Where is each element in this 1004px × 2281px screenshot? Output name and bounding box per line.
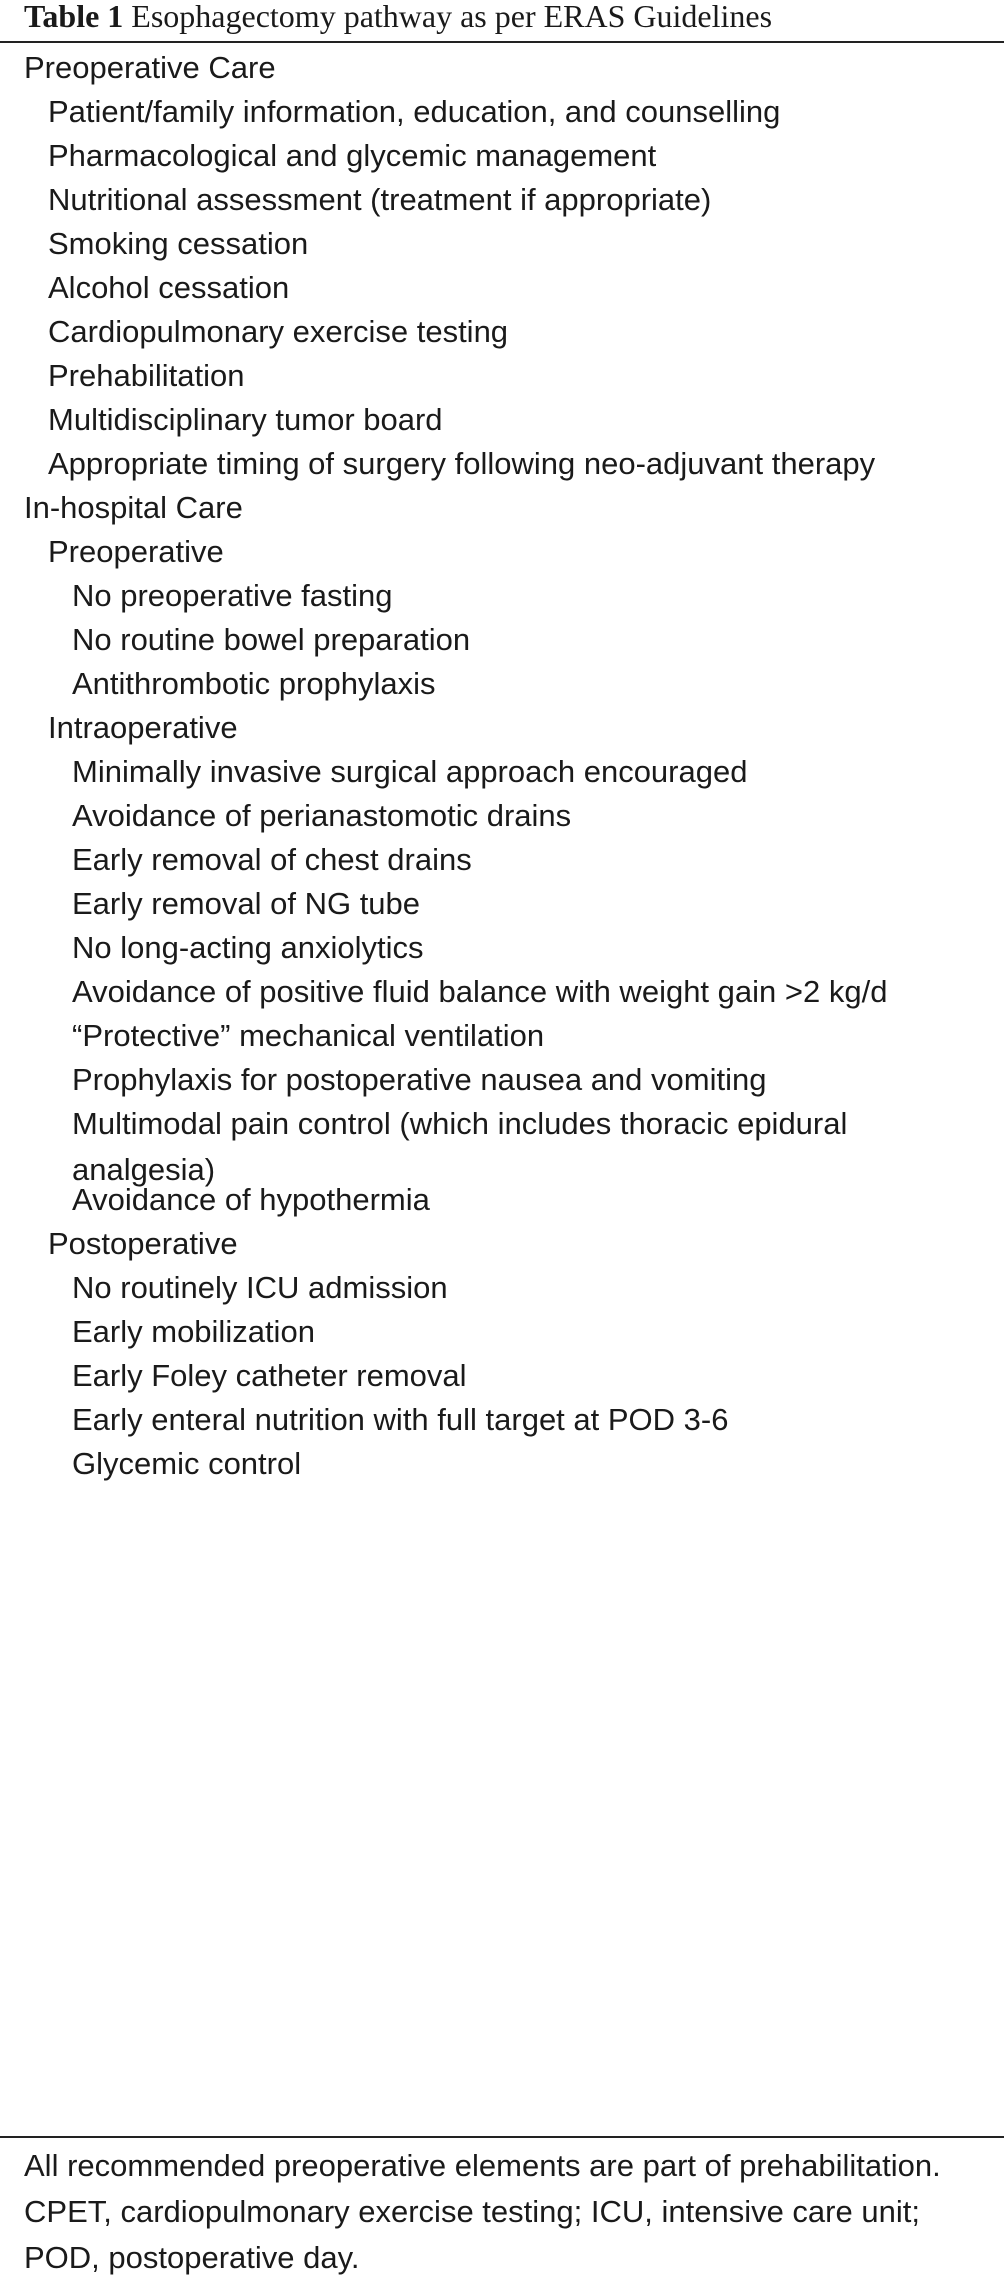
table-row: Prehabilitation bbox=[48, 358, 245, 393]
table-row: Nutritional assessment (treatment if appropriate) bbox=[48, 182, 712, 217]
subsection-heading-intraoperative: Intraoperative bbox=[48, 710, 238, 745]
table-row: Multidisciplinary tumor board bbox=[48, 402, 443, 437]
table-row: Early Foley catheter removal bbox=[72, 1358, 467, 1393]
table-row: Patient/family information, education, and counselling bbox=[48, 94, 781, 129]
table-footnote: All recommended preoperative elements are part of prehabilitation. CPET, cardiopulmonary exercise testing; ICU, intensive care unit; POD, postoperative day. bbox=[24, 2148, 941, 2275]
bottom-rule bbox=[0, 2136, 1004, 2138]
table-row: Prophylaxis for postoperative nausea and vomiting bbox=[72, 1062, 767, 1097]
table-row: Early mobilization bbox=[72, 1314, 315, 1349]
table-row: Avoidance of hypothermia bbox=[72, 1182, 430, 1217]
table-number: Table 1 bbox=[24, 0, 124, 34]
section-heading-in-hospital-care: In-hospital Care bbox=[24, 490, 243, 525]
table-row: Early removal of NG tube bbox=[72, 886, 421, 921]
subsection-heading-preoperative: Preoperative bbox=[48, 534, 224, 569]
table-row: Alcohol cessation bbox=[48, 270, 290, 305]
table-title: Esophagectomy pathway as per ERAS Guidelines bbox=[131, 0, 773, 34]
table-row: No routinely ICU admission bbox=[72, 1270, 448, 1305]
table-caption bbox=[24, 0, 772, 38]
top-rule bbox=[0, 41, 1004, 43]
section-heading-preoperative-care: Preoperative Care bbox=[24, 50, 276, 85]
table-row: Cardiopulmonary exercise testing bbox=[48, 314, 509, 349]
table-row: Avoidance of positive fluid balance with weight gain >2 kg/d bbox=[72, 974, 888, 1009]
table-row: Minimally invasive surgical approach encouraged bbox=[72, 754, 748, 789]
table-row: No long-acting anxiolytics bbox=[72, 930, 424, 965]
table-row: Avoidance of perianastomotic drains bbox=[72, 798, 572, 833]
table-row: “Protective” mechanical ventilation bbox=[72, 1018, 545, 1053]
table-row: Pharmacological and glycemic management bbox=[48, 138, 657, 173]
table-row: Glycemic control bbox=[72, 1446, 302, 1481]
subsection-heading-postoperative: Postoperative bbox=[48, 1226, 238, 1261]
table-row-text: Multimodal pain control (which includes thoracic epidural analgesia) bbox=[72, 1106, 848, 1187]
table-row: No routine bowel preparation bbox=[72, 622, 471, 657]
table-row: Antithrombotic prophylaxis bbox=[72, 666, 436, 701]
table-row: Early enteral nutrition with full target at POD 3-6 bbox=[72, 1402, 729, 1437]
table-row: Early removal of chest drains bbox=[72, 842, 472, 877]
table-row: Smoking cessation bbox=[48, 226, 309, 261]
table-row: Appropriate timing of surgery following neo-adjuvant therapy bbox=[48, 446, 876, 481]
table-row: No preoperative fasting bbox=[72, 578, 393, 613]
